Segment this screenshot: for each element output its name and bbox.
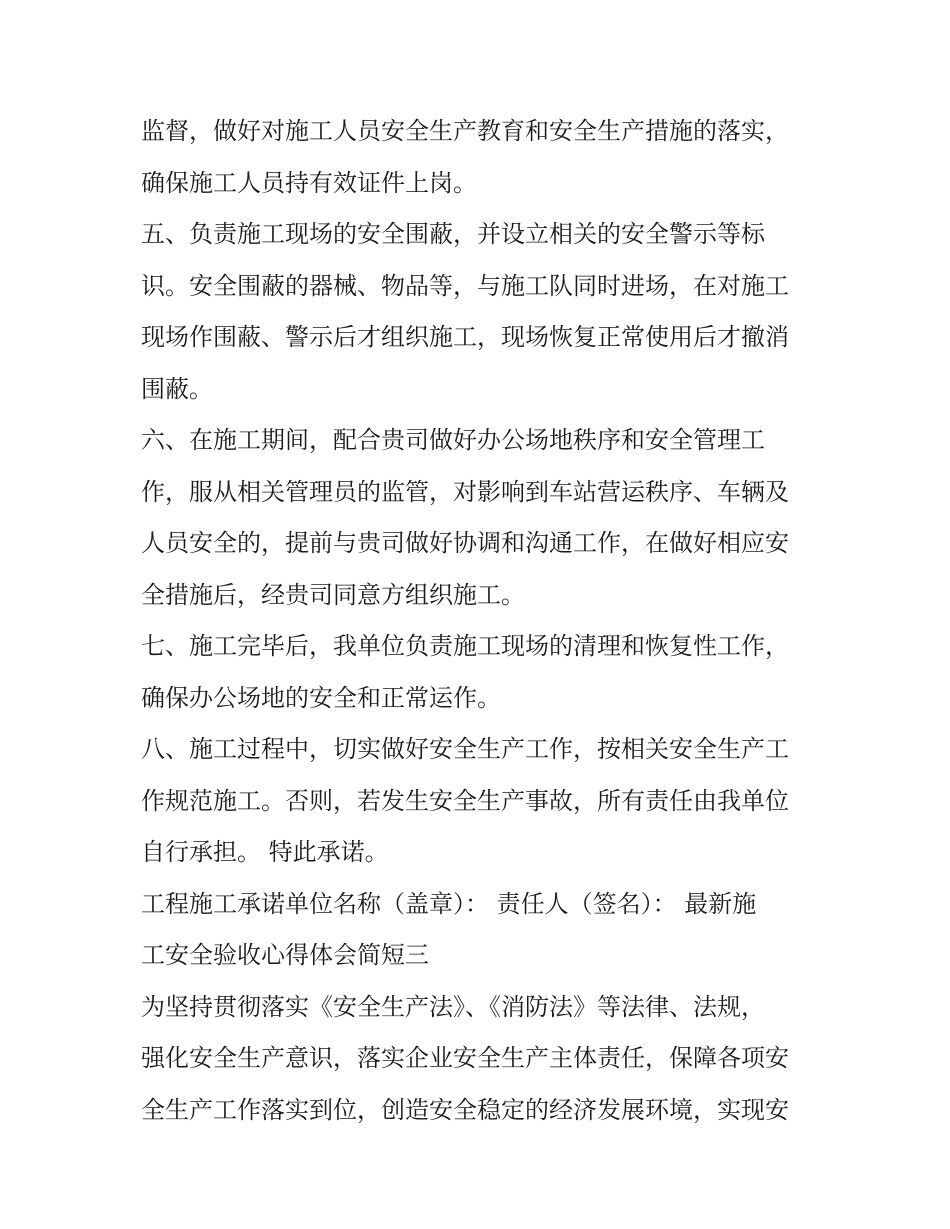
text-line: 现场作围蔽、警示后才组织施工，现场恢复正常使用后才撤消	[141, 323, 789, 351]
text-line: 确保办公场地的安全和正常运作。	[141, 683, 501, 712]
text-line: 全措施后，经贵司同意方组织施工。	[141, 580, 525, 609]
text-line: 围蔽。	[141, 374, 213, 403]
text-line: 人员安全的，提前与贵司做好协调和沟通工作，在做好相应安	[141, 529, 789, 557]
text-line: 八、施工过程中，切实做好安全生产工作，按相关安全生产工	[141, 735, 789, 763]
text-line: 自行承担。 特此承诺。	[141, 838, 389, 866]
text-line: 五、负责施工现场的安全围蔽，并设立相关的安全警示等标	[141, 220, 765, 248]
text-line: 确保施工人员持有效证件上岗。	[141, 168, 477, 197]
text-line: 作，服从相关管理员的监管，对影响到车站营运秩序、车辆及	[141, 477, 789, 506]
text-line: 识。安全围蔽的器械、物品等，与施工队同时进场，在对施工	[141, 271, 789, 300]
text-line: 强化安全生产意识，落实企业安全生产主体责任，保障各项安	[141, 1044, 789, 1072]
text-line: 六、在施工期间，配合贵司做好办公场地秩序和安全管理工	[141, 426, 765, 454]
text-line: 七、施工完毕后，我单位负责施工现场的清理和恢复性工作，	[141, 632, 789, 660]
document-body	[141, 106, 821, 1136]
text-line: 工安全验收心得体会简短三	[141, 941, 429, 969]
text-line: 全生产工作落实到位，创造安全稳定的经济发展环境，实现安	[141, 1095, 789, 1124]
text-line: 作规范施工。否则，若发生安全生产事故，所有责任由我单位	[141, 786, 789, 815]
text-line: 为坚持贯彻落实《安全生产法》、《消防法》等法律、法规，	[141, 992, 765, 1021]
text-line: 监督，做好对施工人员安全生产教育和安全生产措施的落实，	[141, 117, 789, 145]
text-line: 工程施工承诺单位名称（盖章）： 责任人（签名）： 最新施	[141, 889, 757, 918]
